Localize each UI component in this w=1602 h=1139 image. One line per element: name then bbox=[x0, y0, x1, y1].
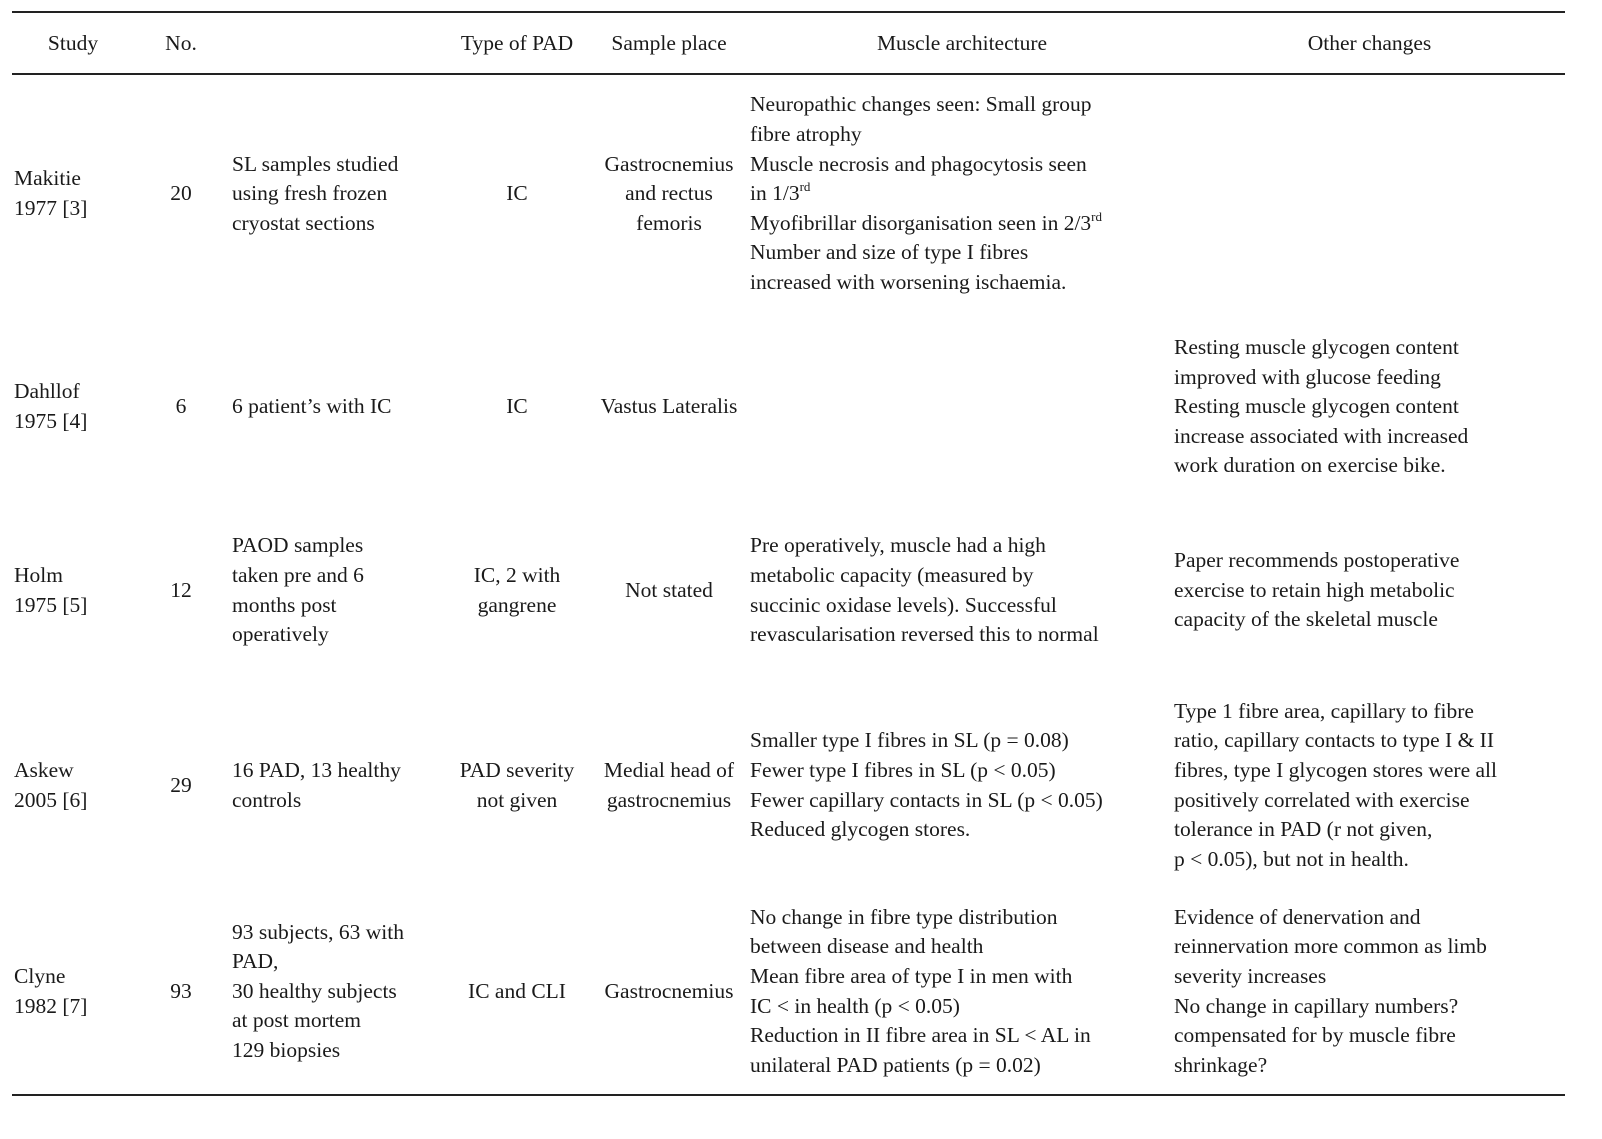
cell-line: Not stated bbox=[625, 577, 713, 602]
cell-line: Resting muscle glycogen content bbox=[1174, 394, 1459, 419]
cell-line: PAD severity bbox=[459, 757, 575, 782]
no-cell bbox=[134, 889, 228, 1094]
cell-line bbox=[750, 150, 1174, 180]
description-cell bbox=[228, 73, 446, 315]
muscle-architecture-cell bbox=[750, 73, 1174, 315]
cell-line: Dahllof bbox=[14, 379, 80, 404]
cell-line bbox=[750, 815, 1174, 845]
type-of-pad-cell bbox=[446, 682, 588, 889]
sample-place-cell bbox=[588, 889, 750, 1094]
cell-line: positively correlated with exercise bbox=[1174, 787, 1470, 812]
other-changes-cell bbox=[1174, 889, 1565, 1094]
cell-line: 12 bbox=[170, 577, 192, 602]
no-cell bbox=[134, 73, 228, 315]
cell-line bbox=[750, 932, 1174, 962]
cell-line: No change in capillary numbers? bbox=[1174, 993, 1459, 1018]
cell-line: Askew bbox=[14, 757, 74, 782]
other-changes-cell bbox=[1174, 682, 1565, 889]
cell-line: 2005 [6] bbox=[14, 787, 88, 812]
cell-line: 16 PAD, 13 healthy bbox=[232, 757, 401, 782]
cell-line: 1975 [5] bbox=[14, 592, 88, 617]
cell-line bbox=[750, 591, 1174, 621]
cell-line: 1975 [4] bbox=[14, 409, 88, 433]
cell-line bbox=[750, 1021, 1174, 1051]
type-of-pad-cell bbox=[446, 315, 588, 499]
cell-line: 93 bbox=[170, 978, 192, 1003]
cell-line: Vastus Lateralis bbox=[600, 394, 738, 419]
cell-line: not given bbox=[476, 787, 558, 812]
cell-text: Smaller type I fibres in SL (p = 0.08) bbox=[750, 728, 1069, 753]
cell-text: Mean fibre area of type I in men with bbox=[750, 963, 1073, 988]
header-study: Study bbox=[47, 30, 99, 55]
cell-line: improved with glucose feeding bbox=[1174, 364, 1441, 389]
study-table bbox=[12, 13, 1565, 1094]
cell-line: PAOD samples bbox=[232, 533, 364, 558]
cell-line bbox=[750, 756, 1174, 786]
header-no: No. bbox=[165, 30, 197, 55]
sample-place-cell bbox=[588, 499, 750, 682]
cell-line bbox=[750, 786, 1174, 816]
cell-line: severity increases bbox=[1174, 963, 1327, 988]
cell-line: work duration on exercise bike. bbox=[1174, 453, 1446, 478]
bottom-rule bbox=[12, 1094, 1565, 1096]
cell-text: Reduction in II fibre area in SL < AL in bbox=[750, 1023, 1091, 1048]
other-changes-cell bbox=[1174, 73, 1565, 315]
cell-text: fibre atrophy bbox=[750, 122, 862, 147]
cell-text: unilateral PAD patients (p = 0.02) bbox=[750, 1052, 1041, 1077]
cell-line: p < 0.05), but not in health. bbox=[1174, 846, 1409, 871]
no-cell bbox=[134, 499, 228, 682]
study-cell bbox=[12, 889, 134, 1094]
cell-line bbox=[750, 992, 1174, 1022]
header-description bbox=[228, 13, 446, 73]
cell-text: Fewer capillary contacts in SL (p < 0.05) bbox=[750, 787, 1103, 812]
header-row bbox=[12, 13, 1565, 73]
cell-line: SL samples studied bbox=[232, 151, 399, 176]
table-row bbox=[12, 682, 1565, 889]
other-changes-cell bbox=[1174, 315, 1565, 499]
cell-line: Type 1 fibre area, capillary to fibre bbox=[1174, 698, 1474, 723]
table-row bbox=[12, 499, 1565, 682]
cell-line: IC bbox=[506, 394, 528, 419]
cell-line bbox=[750, 268, 1174, 298]
cell-line bbox=[750, 90, 1174, 120]
cell-line: fibres, type I glycogen stores were all bbox=[1174, 757, 1497, 782]
cell-line: gastrocnemius bbox=[606, 787, 732, 812]
cell-text: Reduced glycogen stores. bbox=[750, 817, 971, 842]
cell-text: succinic oxidase levels). Successful bbox=[750, 592, 1057, 617]
cell-line: using fresh frozen bbox=[232, 181, 388, 206]
cell-line: reinnervation more common as limb bbox=[1174, 934, 1487, 959]
superscript: rd bbox=[1091, 208, 1103, 224]
cell-line: 1977 [3] bbox=[14, 196, 88, 220]
cell-text: Myofibrillar disorganisation seen in 2/3 bbox=[750, 210, 1092, 235]
cell-line bbox=[750, 179, 1174, 209]
cell-line: PAD, bbox=[232, 949, 279, 974]
cell-line: Gastrocnemius bbox=[604, 151, 734, 176]
cell-line: Makitie bbox=[14, 166, 81, 191]
muscle-architecture-cell bbox=[750, 499, 1174, 682]
table-row bbox=[12, 889, 1565, 1094]
table-row bbox=[12, 315, 1565, 499]
cell-line: Medial head of bbox=[603, 757, 735, 782]
cell-text: IC < in health (p < 0.05) bbox=[750, 993, 960, 1018]
cell-line: controls bbox=[232, 787, 302, 812]
superscript: rd bbox=[799, 179, 811, 195]
cell-line: capacity of the skeletal muscle bbox=[1174, 607, 1438, 632]
cell-line bbox=[750, 726, 1174, 756]
cell-text: Muscle necrosis and phagocytosis seen bbox=[750, 151, 1087, 176]
cell-text: revascularisation reversed this to normal bbox=[750, 622, 1099, 647]
cell-line: increase associated with increased bbox=[1174, 423, 1469, 448]
cell-line bbox=[750, 962, 1174, 992]
cell-line: 129 biopsies bbox=[232, 1037, 341, 1062]
cell-line: Evidence of denervation and bbox=[1174, 904, 1421, 929]
cell-line: 30 healthy subjects bbox=[232, 978, 397, 1003]
cell-line: tolerance in PAD (r not given, bbox=[1174, 817, 1433, 842]
cell-line: 29 bbox=[170, 772, 192, 797]
description-cell bbox=[228, 315, 446, 499]
cell-text: metabolic capacity (measured by bbox=[750, 562, 1034, 587]
description-cell bbox=[228, 889, 446, 1094]
cell-text: increased with worsening ischaemia. bbox=[750, 269, 1067, 294]
cell-line: months post bbox=[232, 592, 337, 617]
other-changes-cell bbox=[1174, 499, 1565, 682]
cell-line: IC and CLI bbox=[468, 978, 566, 1003]
cell-line bbox=[750, 209, 1174, 239]
cell-text: between disease and health bbox=[750, 934, 984, 959]
cell-line: 1982 [7] bbox=[14, 993, 88, 1018]
header-sample-place: Sample place bbox=[611, 30, 727, 55]
cell-text: Number and size of type I fibres bbox=[750, 240, 1029, 265]
type-of-pad-cell bbox=[446, 73, 588, 315]
cell-line: 20 bbox=[170, 181, 192, 206]
cell-line: Resting muscle glycogen content bbox=[1174, 335, 1459, 360]
cell-line: Clyne bbox=[14, 963, 66, 988]
sample-place-cell bbox=[588, 315, 750, 499]
cell-line: Holm bbox=[14, 562, 63, 587]
muscle-architecture-cell bbox=[750, 682, 1174, 889]
cell-line: and rectus bbox=[625, 181, 713, 206]
cell-line: taken pre and 6 bbox=[232, 562, 364, 587]
cell-line bbox=[750, 561, 1174, 591]
cell-line: gangrene bbox=[477, 592, 557, 617]
cell-line: 6 patient’s with IC bbox=[232, 394, 392, 419]
study-cell bbox=[12, 682, 134, 889]
muscle-architecture-cell bbox=[750, 315, 1174, 499]
header-muscle-architecture: Muscle architecture bbox=[876, 30, 1048, 55]
cell-line: 6 bbox=[175, 394, 187, 419]
table-row bbox=[12, 73, 1565, 315]
muscle-architecture-cell bbox=[750, 889, 1174, 1094]
study-cell bbox=[12, 499, 134, 682]
type-of-pad-cell bbox=[446, 889, 588, 1094]
cell-line: ratio, capillary contacts to type I & II bbox=[1174, 728, 1494, 753]
header-other-changes: Other changes bbox=[1307, 30, 1432, 55]
cell-line: 93 subjects, 63 with bbox=[232, 919, 404, 944]
no-cell bbox=[134, 315, 228, 499]
cell-line: Gastrocnemius bbox=[604, 978, 734, 1003]
sample-place-cell bbox=[588, 682, 750, 889]
cell-line bbox=[750, 531, 1174, 561]
sample-place-cell bbox=[588, 73, 750, 315]
cell-line: IC bbox=[506, 181, 528, 206]
cell-line: at post mortem bbox=[232, 1008, 361, 1033]
cell-line: shrinkage? bbox=[1174, 1052, 1268, 1077]
no-cell bbox=[134, 682, 228, 889]
cell-text: Pre operatively, muscle had a high bbox=[750, 533, 1046, 558]
type-of-pad-cell bbox=[446, 499, 588, 682]
cell-text: No change in fibre type distribution bbox=[750, 904, 1058, 929]
cell-line bbox=[750, 1051, 1174, 1081]
cell-text: Fewer type I fibres in SL (p < 0.05) bbox=[750, 757, 1056, 782]
cell-line: compensated for by muscle fibre bbox=[1174, 1023, 1456, 1048]
study-cell bbox=[12, 73, 134, 315]
description-cell bbox=[228, 499, 446, 682]
study-cell bbox=[12, 315, 134, 499]
cell-line: femoris bbox=[636, 210, 702, 235]
cell-text: in 1/3 bbox=[750, 181, 800, 206]
cell-line: IC, 2 with bbox=[473, 562, 561, 587]
header-type-of-pad: Type of PAD bbox=[460, 30, 574, 55]
cell-line: operatively bbox=[232, 622, 329, 647]
cell-line bbox=[750, 120, 1174, 150]
cell-line bbox=[750, 620, 1174, 650]
cell-text: Neuropathic changes seen: Small group bbox=[750, 92, 1092, 117]
cell-line: cryostat sections bbox=[232, 210, 375, 235]
cell-line bbox=[750, 238, 1174, 268]
cell-line: Paper recommends postoperative bbox=[1174, 548, 1460, 573]
cell-line: exercise to retain high metabolic bbox=[1174, 577, 1455, 602]
cell-line bbox=[750, 903, 1174, 933]
description-cell bbox=[228, 682, 446, 889]
